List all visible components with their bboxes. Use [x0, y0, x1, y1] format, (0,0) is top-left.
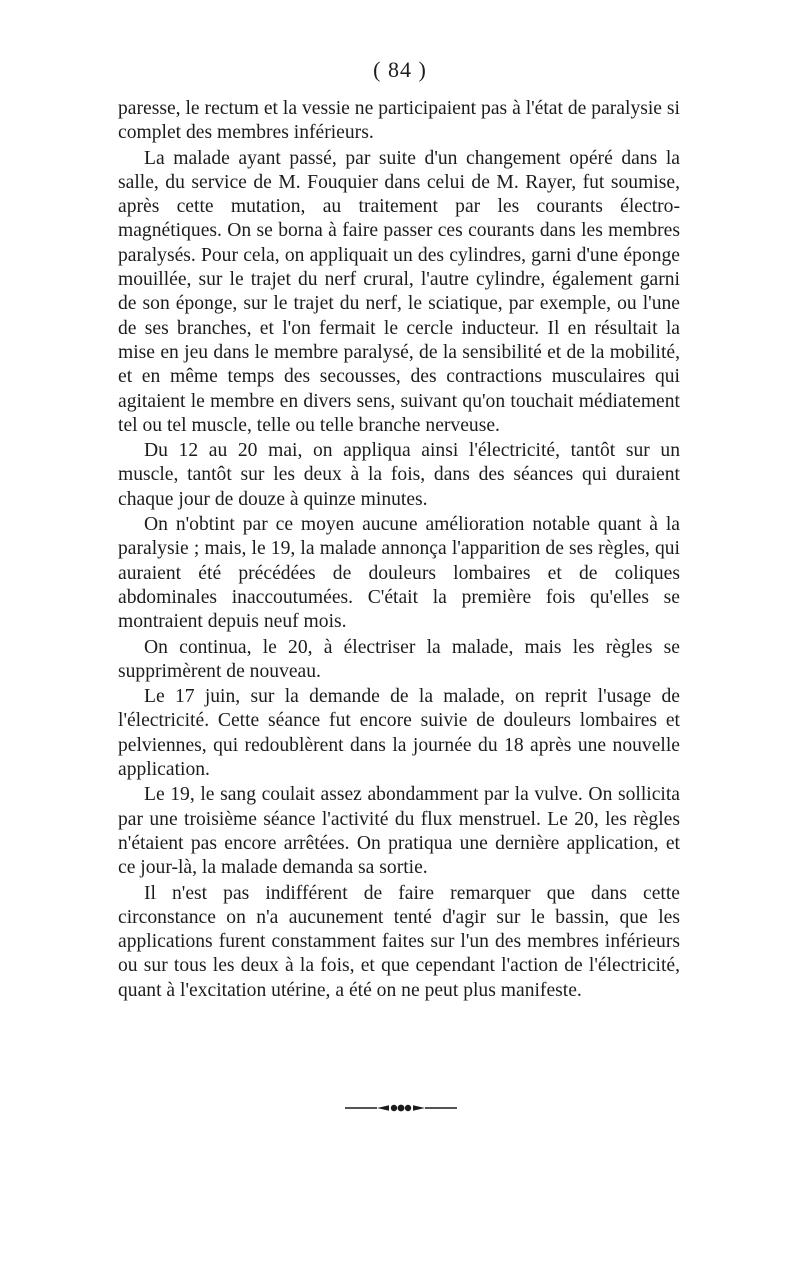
paragraph-5: On continua, le 20, à électriser la malade, mais les règles se supprimèrent de nouveau.: [118, 636, 680, 682]
paragraph-7: Le 19, le sang coulait assez abondamment par la vulve. On sollicita par une troisième séance l'activité du flux menstruel. Le 20, les règles n'étaient pas encore arrêtées. On pratiqua une dernière application, et ce jour-là, la malade demanda sa sortie.: [118, 784, 680, 879]
body-text: [118, 97, 680, 1003]
page-number: ( 84 ): [373, 57, 427, 82]
ornament-divider-icon: [345, 1103, 457, 1113]
paragraph-2: La malade ayant passé, par suite d'un changement opéré dans la salle, du service de M. Fouquier dans celui de M. Rayer, fut soumise, après cette mutation, au traitement par les courants électro-magnétiques. On se borna à faire passer ces courants dans les membres paralysés. Pour cela, on appliquait un des cylindres, garni d'une éponge mouillée, sur le trajet du nerf crural, l'autre cylindre, également garni de son éponge, sur le trajet du nerf, le sciatique, par exemple, ou l'une de ses branches, et l'on fermait le cercle inducteur. Il en résultait la mise en jeu dans le membre paralysé, de la sensibilité et de la mobilité, et en même temps des secousses, des contractions musculaires qui agitaient le membre en divers sens, suivant qu'on touchait médiatement tel ou tel muscle, telle ou telle branche nerveuse.: [118, 147, 680, 436]
paragraph-8: Il n'est pas indifférent de faire remarquer que dans cette circonstance on n'a aucunement tenté d'agir sur le bassin, que les applications furent constamment faites sur l'un des membres inférieurs ou sur tous les deux à la fois, et que cependant l'action de l'électricité, quant à l'excitation utérine, a été on ne peut plus manifeste.: [118, 882, 680, 1001]
paragraph-3: Du 12 au 20 mai, on appliqua ainsi l'électricité, tantôt sur un muscle, tantôt sur les deux à la fois, dans des séances qui duraient chaque jour de douze à quinze minutes.: [118, 440, 680, 510]
paragraph-4: On n'obtint par ce moyen aucune amélioration notable quant à la paralysie ; mais, le 19, la malade annonça l'apparition de ses règles, qui auraient été précédées de douleurs lombaires et de coliques abdominales inaccoutumées. C'était la première fois qu'elles se montraient depuis neuf mois.: [118, 514, 680, 633]
paragraph-1-continued: paresse, le rectum et la vessie ne participaient pas à l'état de paralysie si complet des membres inférieurs.: [118, 98, 680, 144]
paragraph-6: Le 17 juin, sur la demande de la malade, on reprit l'usage de l'électricité. Cette séance fut encore suivie de douleurs lombaires et pelviennes, qui redoublèrent dans la journée du 18 après une nouvelle application.: [118, 686, 680, 781]
